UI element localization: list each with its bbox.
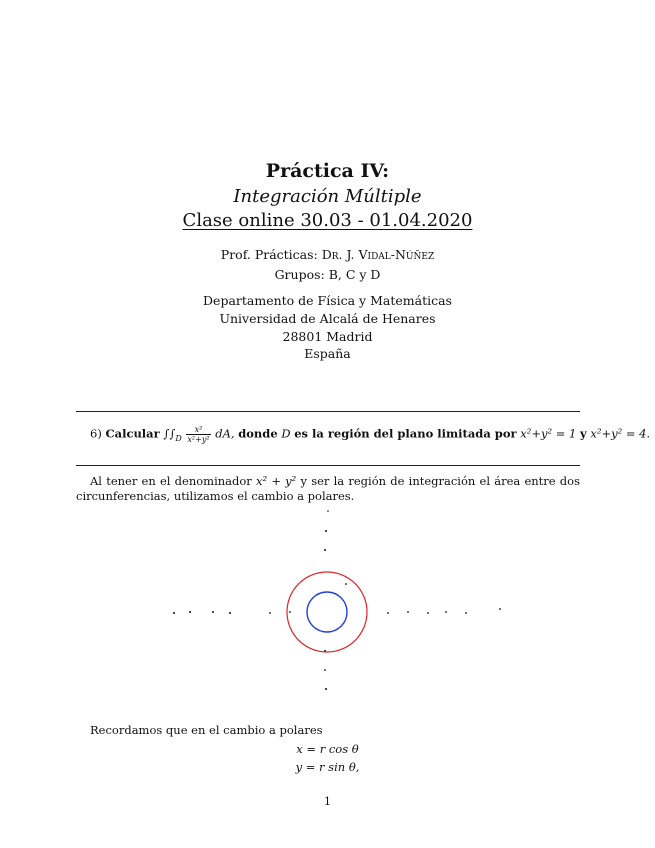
paragraph-polar: Recordamos que en el cambio a polares	[90, 723, 323, 737]
polar-region-figure	[150, 505, 510, 705]
country: España	[304, 346, 351, 361]
page-number: 1	[324, 795, 331, 808]
integral-sign: ∫	[163, 426, 170, 441]
exercise-donde: donde	[238, 426, 278, 441]
paragraph-intro	[76, 474, 580, 504]
exercise-statement	[90, 425, 651, 444]
circle-equation-1: x²+y² = 1	[520, 426, 577, 441]
integrand-fraction	[186, 425, 210, 444]
outer-circle	[287, 572, 367, 652]
fraction-numerator: x²	[186, 425, 210, 435]
integral-domain: D	[175, 433, 182, 443]
inner-circle	[307, 592, 347, 632]
equation-y: y = r sin θ,	[295, 760, 360, 774]
exercise-y: y	[580, 426, 587, 441]
circle-equation-2: x²+y² = 4.	[590, 426, 651, 441]
professor-line	[0, 247, 655, 262]
fraction-denominator: x²+y²	[187, 435, 210, 444]
paragraph-intro-start: Al tener en el denominador	[90, 474, 252, 488]
professor-label: Prof. Prácticas:	[220, 247, 318, 262]
session-date: Clase online 30.03 - 01.04.2020	[182, 210, 473, 231]
exercise-calc-word: Calcular	[105, 426, 160, 441]
department: Departamento de Física y Matemáticas	[203, 293, 452, 308]
axis-dots	[173, 510, 501, 690]
page-subtitle: Integración Múltiple	[233, 186, 422, 207]
paragraph-intro-math: x² + y²	[256, 474, 297, 488]
exercise-region-text: es la región del plano limitada por	[294, 426, 517, 441]
university: Universidad de Alcalá de Henares	[219, 311, 436, 326]
top-rule	[76, 411, 580, 412]
paragraph-intro-end: y ser la región de integración el área entre dos circunferencias, utilizamos el cambio a polares.	[76, 474, 580, 503]
region-variable: D	[281, 426, 291, 441]
groups-line: Grupos: B, C y D	[274, 267, 381, 282]
integral-sign-2: ∫	[169, 426, 176, 441]
exercise-number: 6)	[90, 426, 102, 441]
page-title: Práctica IV:	[265, 160, 390, 182]
professor-name: Dr. J. Vidal-Núñez	[321, 247, 435, 262]
postal-city: 28801 Madrid	[282, 329, 373, 344]
differential: dA,	[215, 426, 235, 441]
bottom-rule	[76, 465, 580, 466]
equation-x: x = r cos θ	[296, 742, 359, 756]
